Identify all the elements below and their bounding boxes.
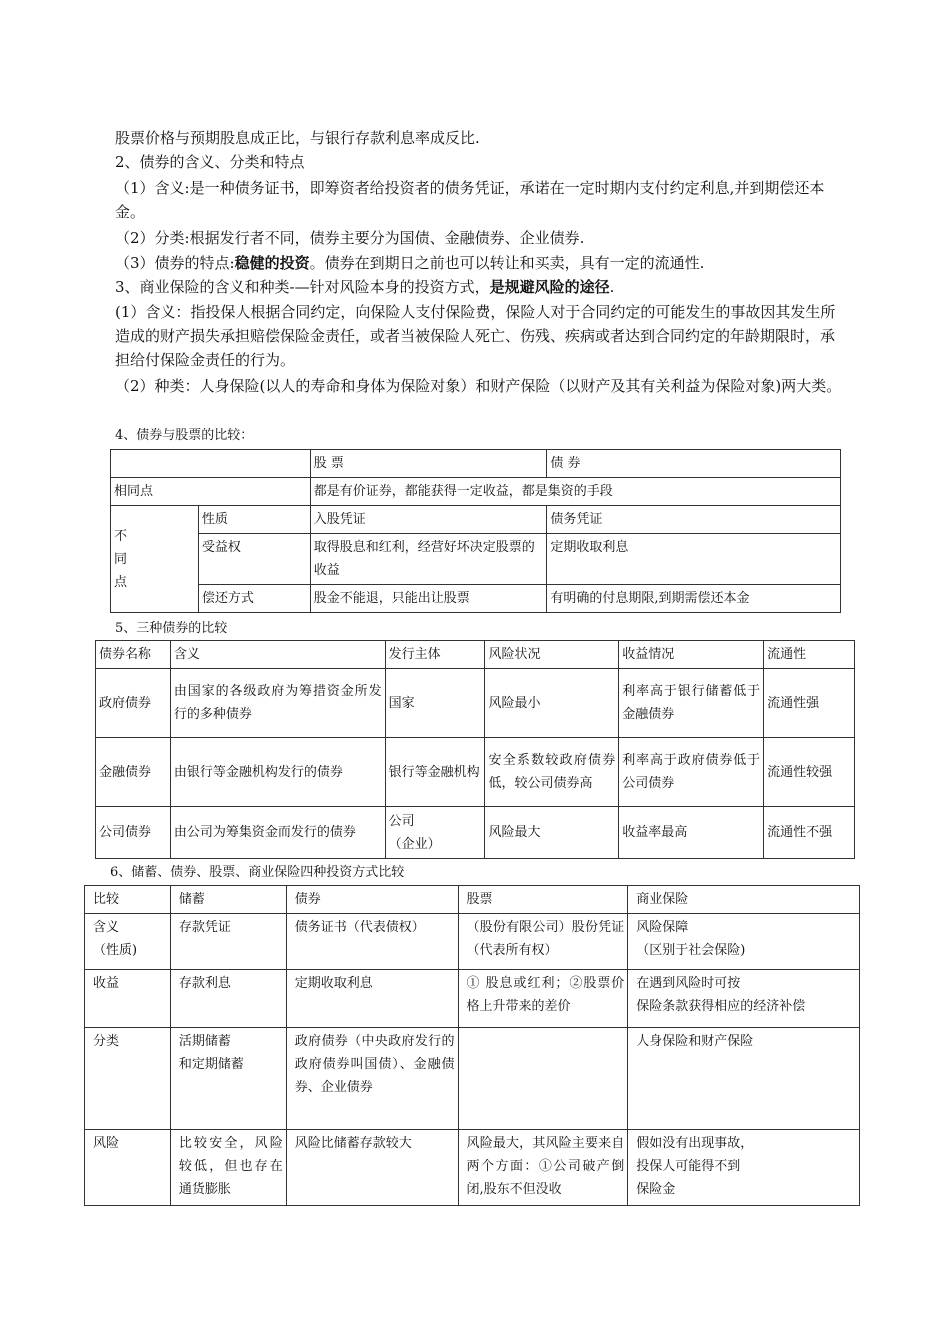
table-header: 债券名称 bbox=[96, 641, 171, 669]
table-cell: 不 同 点 bbox=[111, 506, 199, 613]
table-row bbox=[96, 807, 855, 859]
table-cell: 流通性不强 bbox=[764, 807, 855, 859]
table-cell: 活期储蓄 和定期储蓄 bbox=[170, 1028, 286, 1130]
table-cell: 取得股息和红利，经营好坏决定股票的收益 bbox=[310, 534, 547, 585]
table-cell: 有明确的付息期限,到期需偿还本金 bbox=[547, 585, 841, 613]
table-cell: 公司债券 bbox=[96, 807, 171, 859]
table-cell: 国家 bbox=[385, 669, 485, 738]
table-cell: 都是有价证券，都能获得一定收益，都是集资的手段 bbox=[310, 478, 840, 506]
table-row bbox=[111, 478, 841, 506]
table-cell: 存款凭证 bbox=[170, 914, 286, 970]
paragraph-stock-price: 股票价格与预期股息成正比，与银行存款利息率成反比. bbox=[115, 129, 480, 147]
table-cell: 债务凭证 bbox=[547, 506, 841, 534]
table-header: 发行主体 bbox=[385, 641, 485, 669]
table-cell: 收益率最高 bbox=[619, 807, 764, 859]
table-cell: 政府债券（中央政府发行的政府债券叫国债）、金融债券、企业债券 bbox=[286, 1028, 458, 1130]
table-cell: 金融债券 bbox=[96, 738, 171, 807]
table-cell: 银行等金融机构 bbox=[385, 738, 485, 807]
table-cell: 政府债券 bbox=[96, 669, 171, 738]
table-cell: 受益权 bbox=[198, 534, 310, 585]
table-row bbox=[111, 450, 841, 478]
table-cell: 风险最小 bbox=[485, 669, 619, 738]
table-header: 股 票 bbox=[310, 450, 547, 478]
heading-bond: 2、债券的含义、分类和特点 bbox=[115, 153, 305, 171]
table-cell: 公司 （企业） bbox=[385, 807, 485, 859]
table-header: 股票 bbox=[458, 886, 628, 914]
heading-insurance: 3、商业保险的含义和种类-—针对风险本身的投资方式，是规避风险的途径. bbox=[115, 278, 615, 296]
heading-table6: 6、储蓄、债券、股票、商业保险四种投资方式比较 bbox=[110, 865, 405, 880]
table-cell: 定期收取利息 bbox=[547, 534, 841, 585]
heading-table5: 5、三种债券的比较 bbox=[115, 621, 228, 636]
paragraph-bond-feature: （3）债券的特点:稳健的投资。债券在到期日之前也可以转让和买卖，具有一定的流通性. bbox=[115, 254, 705, 272]
table-cell: 在遇到风险时可按 保险条款获得相应的经济补偿 bbox=[628, 970, 860, 1028]
table-cell: 利率高于银行储蓄低于金融债券 bbox=[619, 669, 764, 738]
table-cell: 由银行等金融机构发行的债券 bbox=[170, 738, 385, 807]
four-investments-table bbox=[84, 885, 860, 1206]
table-header: 比较 bbox=[85, 886, 171, 914]
table-cell bbox=[458, 1028, 628, 1130]
table-cell: 入股凭证 bbox=[310, 506, 547, 534]
table-cell: 比较安全，风险较低，但也存在通货膨胀 bbox=[170, 1130, 286, 1206]
table-row bbox=[85, 886, 860, 914]
table-cell: 股金不能退，只能出让股票 bbox=[310, 585, 547, 613]
table-cell: ① 股息或红利；②股票价格上升带来的差价 bbox=[458, 970, 628, 1028]
table-cell: 利率高于政府债券低于公司债券 bbox=[619, 738, 764, 807]
table-cell: 偿还方式 bbox=[198, 585, 310, 613]
table-header: 商业保险 bbox=[628, 886, 860, 914]
table-row bbox=[96, 641, 855, 669]
table-header: 流通性 bbox=[764, 641, 855, 669]
table-cell: 流通性强 bbox=[764, 669, 855, 738]
table-row bbox=[111, 534, 841, 585]
table-cell: 风险最大，其风险主要来自两个方面：①公司破产倒闭,股东不但没收 bbox=[458, 1130, 628, 1206]
table-cell: 假如没有出现事故， 投保人可能得不到 保险金 bbox=[628, 1130, 860, 1206]
table-row bbox=[96, 669, 855, 738]
table-cell: 债务证书（代表债权） bbox=[286, 914, 458, 970]
table-cell: 分类 bbox=[85, 1028, 171, 1130]
table-header: 收益情况 bbox=[619, 641, 764, 669]
table-cell: 人身保险和财产保险 bbox=[628, 1028, 860, 1130]
table-cell: 相同点 bbox=[111, 478, 311, 506]
table-cell: 流通性较强 bbox=[764, 738, 855, 807]
bond-stock-comparison-table bbox=[110, 449, 841, 613]
heading-table4: 4、债券与股票的比较： bbox=[115, 428, 254, 443]
table-cell bbox=[111, 450, 311, 478]
table-cell: 定期收取利息 bbox=[286, 970, 458, 1028]
table-header: 债 券 bbox=[547, 450, 841, 478]
table-row bbox=[85, 914, 860, 970]
table-cell: 风险 bbox=[85, 1130, 171, 1206]
table-header: 储蓄 bbox=[170, 886, 286, 914]
table-header: 含义 bbox=[170, 641, 385, 669]
table-row bbox=[85, 1130, 860, 1206]
table-row bbox=[111, 506, 841, 534]
table-row bbox=[96, 738, 855, 807]
paragraph-bond-classification: （2）分类:根据发行者不同，债券主要分为国债、金融债券、企业债券. bbox=[115, 229, 585, 247]
table-cell: 风险保障 （区别于社会保险) bbox=[628, 914, 860, 970]
table-cell: （股份有限公司）股份凭证（代表所有权） bbox=[458, 914, 628, 970]
paragraph-bond-meaning: （1）含义:是一种债务证书，即筹资者给投资者的债务凭证，承诺在一定时期内支付约定利息,并到期偿还本金。 bbox=[115, 179, 825, 221]
table-row bbox=[85, 1028, 860, 1130]
table-cell: 安全系数较政府债券低，较公司债券高 bbox=[485, 738, 619, 807]
table-cell: 收益 bbox=[85, 970, 171, 1028]
table-header: 债券 bbox=[286, 886, 458, 914]
paragraph-insurance-types: （2）种类：人身保险(以人的寿命和身体为保险对象）和财产保险（以财产及其有关利益为保险对象)两大类。 bbox=[115, 377, 842, 395]
table-cell: 含义 （性质) bbox=[85, 914, 171, 970]
table-row bbox=[85, 970, 860, 1028]
table-cell: 风险比储蓄存款较大 bbox=[286, 1130, 458, 1206]
table-cell: 由国家的各级政府为筹措资金所发行的多种债券 bbox=[170, 669, 385, 738]
table-header: 风险状况 bbox=[485, 641, 619, 669]
table-cell: 存款利息 bbox=[170, 970, 286, 1028]
table-cell: 由公司为筹集资金而发行的债券 bbox=[170, 807, 385, 859]
paragraph-insurance-meaning: (1）含义：指投保人根据合同约定，向保险人支付保险费，保险人对于合同约定的可能发生的事故因其发生所造成的财产损失承担赔偿保险金责任，或者当被保险人死亡、伤残、疾病或者达到合同约定的年龄期限时，承担给付保险金责任的行为。 bbox=[115, 303, 836, 369]
table-row bbox=[111, 585, 841, 613]
table-cell: 性质 bbox=[198, 506, 310, 534]
table-cell: 风险最大 bbox=[485, 807, 619, 859]
three-bonds-table bbox=[95, 640, 855, 859]
